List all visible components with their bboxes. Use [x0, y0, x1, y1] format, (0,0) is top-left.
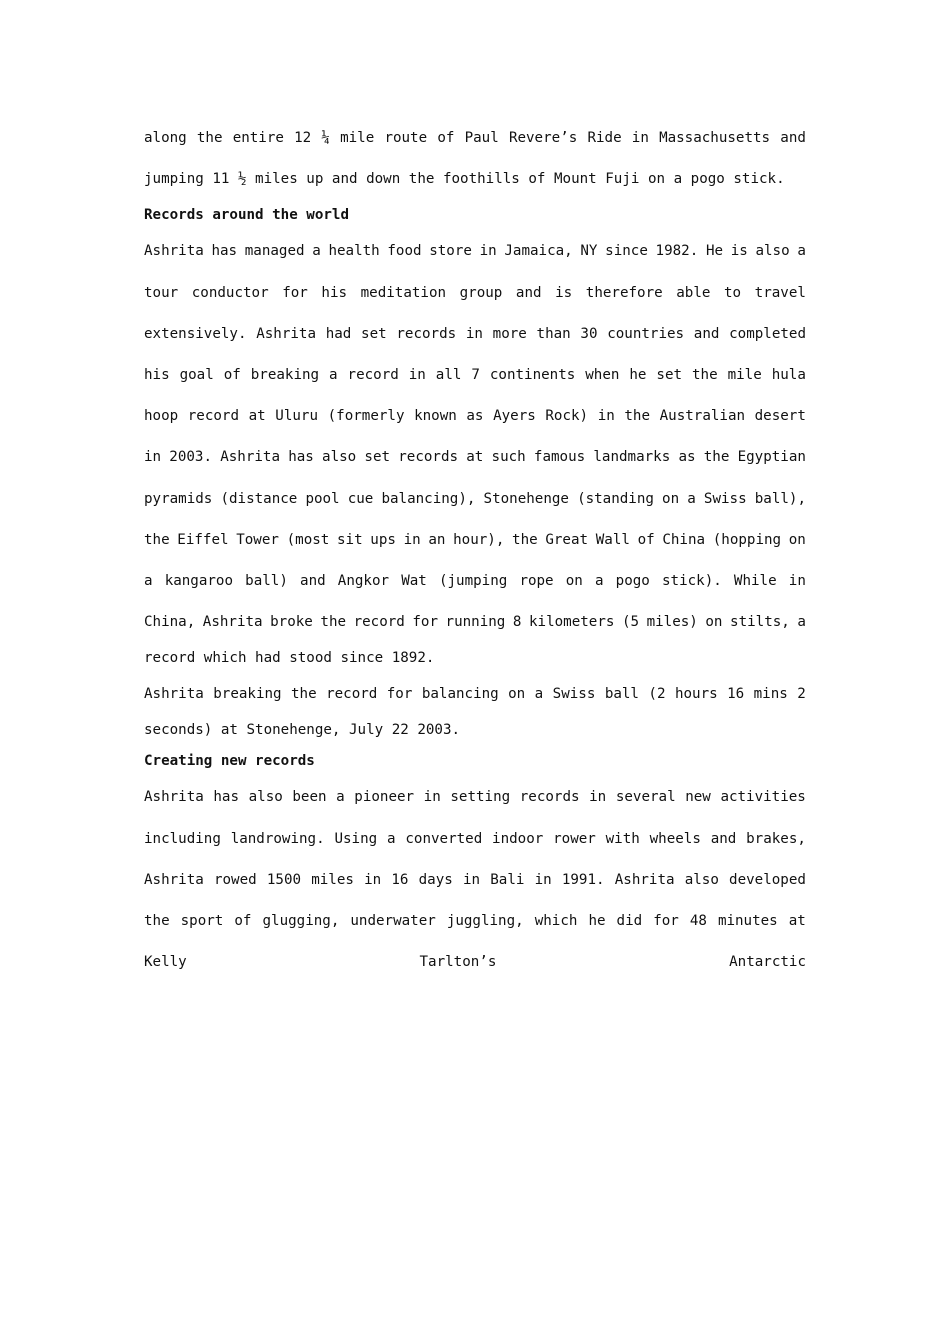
word: as [466, 408, 484, 425]
word: on [662, 490, 680, 507]
word: along [144, 130, 187, 146]
word: rope [519, 572, 554, 589]
word: ball), [754, 490, 806, 507]
word: 12 [294, 130, 312, 146]
new-records-paragraph [144, 777, 806, 983]
word: He [705, 243, 724, 260]
word: countries [607, 325, 685, 342]
word: and [515, 284, 542, 301]
word: balancing [421, 686, 499, 703]
word: Eiffel [177, 531, 229, 548]
word: mile [340, 130, 375, 146]
word: ball [604, 686, 639, 703]
word: Tower [236, 531, 279, 548]
word: the [624, 408, 651, 425]
word: including [144, 830, 221, 847]
word: ball) [245, 572, 288, 589]
word: Ayers [493, 408, 536, 425]
text-line [144, 860, 806, 901]
word: in [423, 789, 441, 806]
text-line [144, 942, 806, 983]
word: 30 [580, 325, 598, 342]
text-line [144, 479, 806, 520]
text-line: jumping 11 ½ miles up and down the foothills of Mount Fuji on a pogo stick. [144, 171, 785, 188]
word: Ashrita [202, 614, 263, 631]
word: 16 [727, 686, 745, 703]
word: for [653, 913, 679, 929]
word: an [428, 531, 446, 548]
word: in [479, 243, 497, 260]
word: Swiss [703, 490, 747, 507]
word: set [364, 449, 391, 466]
word: Paul [464, 130, 499, 146]
word: which [534, 913, 578, 929]
word: to [723, 284, 742, 301]
word: hoop [144, 408, 179, 425]
word: at [248, 408, 266, 425]
word: on [788, 531, 806, 548]
word: the [291, 686, 317, 703]
word: 2 [797, 686, 806, 703]
word: in [788, 572, 806, 589]
word: health [328, 243, 380, 260]
word: (formerly [327, 408, 405, 425]
word: developed [729, 871, 806, 888]
word: record [347, 366, 399, 383]
word: 16 [391, 871, 409, 888]
word: Stonehenge [483, 490, 569, 507]
word: and [300, 572, 326, 589]
word: wheels [649, 830, 701, 847]
word: new [685, 789, 711, 806]
word: (most [286, 531, 330, 548]
word: mile [727, 366, 762, 383]
word: 48 [689, 913, 707, 929]
word: pioneer [354, 789, 415, 806]
word: Ashrita [144, 789, 204, 806]
word: ups [370, 531, 396, 548]
word: record [353, 614, 405, 631]
word: Tarlton’s [419, 954, 497, 971]
word: setting [450, 789, 511, 806]
word: the [512, 531, 538, 548]
word: more [492, 325, 527, 342]
text-line [144, 674, 806, 715]
word: in [465, 325, 483, 342]
word: also [684, 871, 719, 888]
word: (2 [648, 686, 666, 703]
word: Massachusetts [659, 130, 771, 146]
word: days [418, 871, 453, 888]
text-line [144, 273, 806, 314]
heading-creating-new-records: Creating new records [144, 753, 315, 770]
word: for [282, 284, 308, 301]
word: Kelly [144, 954, 187, 971]
word: underwater [350, 913, 436, 929]
word: Wall [595, 531, 630, 548]
word: Ashrita [614, 871, 675, 888]
word: been [292, 789, 327, 806]
word: Using [334, 830, 378, 847]
word: 8 [512, 614, 522, 631]
word: activities [720, 789, 806, 806]
word: Rock) [545, 408, 589, 425]
text-line [144, 777, 806, 818]
word: goal [179, 366, 214, 383]
word: (5 [621, 614, 640, 631]
word: set [656, 366, 683, 383]
word: Swiss [552, 686, 596, 703]
word: conductor [191, 284, 269, 301]
word: rowed [213, 871, 257, 888]
word: minutes [717, 913, 778, 929]
heading-records-around-world: Records around the world [144, 207, 349, 224]
word: miles) [646, 614, 698, 631]
word: Ashrita [220, 449, 281, 466]
word: (jumping [438, 572, 508, 589]
document-body [144, 118, 806, 983]
text-line [144, 901, 806, 942]
word: stick). [661, 572, 722, 589]
word: on [508, 686, 526, 703]
word: landrowing. [230, 830, 325, 847]
word: kilometers [528, 614, 615, 631]
word: food [387, 243, 422, 260]
word: therefore [585, 284, 663, 301]
word: pyramids [144, 490, 213, 507]
word: famous [533, 449, 586, 466]
word: all [435, 366, 462, 383]
word: and [780, 130, 806, 146]
word: pool [305, 490, 340, 507]
world-paragraph-2 [144, 674, 806, 746]
word: group [459, 284, 503, 301]
word: NY [580, 243, 598, 260]
word: a [534, 686, 544, 703]
word: managed [244, 243, 305, 260]
word: the [703, 449, 730, 466]
word: entire [232, 130, 284, 146]
intro-paragraph [144, 118, 806, 200]
word: of [223, 366, 241, 383]
word: the [144, 531, 170, 548]
word: has [288, 449, 314, 466]
word: in [462, 871, 481, 888]
word: and [693, 325, 720, 342]
word: Ride [587, 130, 622, 146]
word: Revere’s [508, 130, 578, 146]
word: able [676, 284, 711, 301]
word: hour), [453, 531, 505, 548]
word: 1500 [266, 871, 302, 888]
word: glugging, [262, 913, 340, 929]
word: hula [771, 366, 806, 383]
text-line [144, 819, 806, 860]
word: landmarks [593, 449, 671, 466]
text-line [144, 118, 806, 159]
word: in [589, 789, 607, 806]
word: travel [754, 284, 806, 301]
word: mins [753, 686, 788, 703]
world-paragraph-1 [144, 231, 806, 674]
word: Egyptian [737, 449, 806, 466]
word: miles [311, 871, 354, 888]
word: on [565, 572, 583, 589]
word: for [386, 686, 413, 703]
word: broke [270, 614, 313, 631]
word: (standing [577, 490, 654, 507]
word: the [692, 366, 718, 383]
word: since [605, 243, 648, 260]
text-line [144, 602, 806, 643]
word: 2003. [169, 449, 213, 466]
word: a [687, 490, 696, 507]
word: a [144, 572, 153, 589]
word: breaking [213, 686, 282, 703]
word: breaking [250, 366, 320, 383]
word: cue [347, 490, 374, 507]
text-line: record which had stood since 1892. [144, 650, 435, 667]
word: Angkor [337, 572, 390, 589]
word: a [797, 243, 806, 260]
word: pogo [615, 572, 650, 589]
word: Ashrita [144, 686, 204, 703]
word: kangaroo [164, 572, 234, 589]
word: in [144, 449, 162, 466]
word: his [144, 366, 170, 383]
word: records [519, 789, 580, 806]
word: 1991. [561, 871, 605, 888]
word: brakes, [746, 830, 806, 847]
word: his [321, 284, 348, 301]
word: a [336, 789, 345, 806]
word: running [445, 614, 506, 631]
word: sit [337, 531, 363, 548]
word: tour [144, 284, 179, 301]
word: did [616, 913, 643, 929]
text-line [144, 396, 806, 437]
word: in [408, 366, 426, 383]
word: Ashrita [144, 871, 204, 888]
text-line [144, 437, 806, 478]
word: a [312, 243, 321, 260]
word: has [213, 789, 240, 806]
word: in [364, 871, 382, 888]
text-line: seconds) at Stonehenge, July 22 2003. [144, 722, 461, 739]
word: While [733, 572, 777, 589]
word: in [534, 871, 552, 888]
word: records [396, 325, 457, 342]
word: converted [405, 830, 483, 847]
word: as [678, 449, 696, 466]
word: for [412, 614, 438, 631]
word: than [536, 325, 571, 342]
word: he [629, 366, 647, 383]
word: hours [674, 686, 718, 703]
word: Great [545, 531, 589, 548]
word: in [597, 408, 615, 425]
word: set [361, 325, 387, 342]
word: completed [729, 325, 806, 342]
word: such [491, 449, 526, 466]
word: indoor [492, 830, 544, 847]
word: at [466, 449, 484, 466]
word: of [637, 531, 655, 548]
word: record [326, 686, 378, 703]
word: a [797, 614, 806, 631]
word: desert [754, 408, 806, 425]
word: a [329, 366, 338, 383]
word: ¼ [321, 130, 330, 146]
word: several [615, 789, 676, 806]
word: China [662, 531, 706, 548]
word: the [144, 913, 170, 929]
word: Antarctic [729, 954, 806, 971]
word: in [631, 130, 649, 146]
word: extensively. [144, 325, 247, 342]
word: on [705, 614, 723, 631]
word: China, [144, 614, 196, 631]
word: 7 [471, 366, 480, 383]
word: with [605, 830, 640, 847]
word: store [429, 243, 472, 260]
word: Ashrita [144, 243, 204, 260]
word: the [196, 130, 223, 146]
word: a [594, 572, 604, 589]
word: of [234, 913, 252, 929]
text-line [144, 520, 806, 561]
text-line [144, 231, 806, 272]
word: balancing), [381, 490, 476, 507]
word: rower [553, 830, 596, 847]
word: Ashrita [256, 325, 316, 342]
word: at [788, 913, 806, 929]
word: in [403, 531, 421, 548]
word: the [320, 614, 347, 631]
word: of [437, 130, 455, 146]
word: stilts, [730, 614, 790, 631]
word: Australian [659, 408, 746, 425]
word: meditation [360, 284, 447, 301]
word: also [322, 449, 357, 466]
word: (hopping [712, 531, 782, 548]
word: is [555, 284, 573, 301]
word: and [710, 830, 737, 847]
word: has [211, 243, 238, 260]
text-line [144, 314, 806, 355]
word: Uluru [275, 408, 319, 425]
word: records [398, 449, 459, 466]
word: juggling, [446, 913, 524, 929]
word: when [585, 366, 620, 383]
word: Wat [401, 572, 427, 589]
word: (distance [220, 490, 298, 507]
word: continents [489, 366, 576, 383]
word: Jamaica, [504, 243, 573, 260]
word: is [730, 243, 748, 260]
text-line [144, 355, 806, 396]
word: also [248, 789, 283, 806]
word: also [755, 243, 790, 260]
word: 1982. [655, 243, 699, 260]
word: route [384, 130, 428, 146]
word: a [387, 830, 396, 847]
word: known [414, 408, 457, 425]
word: he [588, 913, 606, 929]
word: Bali [490, 871, 525, 888]
word: record [187, 408, 240, 425]
word: had [325, 325, 352, 342]
word: sport [180, 913, 224, 929]
text-line [144, 561, 806, 602]
